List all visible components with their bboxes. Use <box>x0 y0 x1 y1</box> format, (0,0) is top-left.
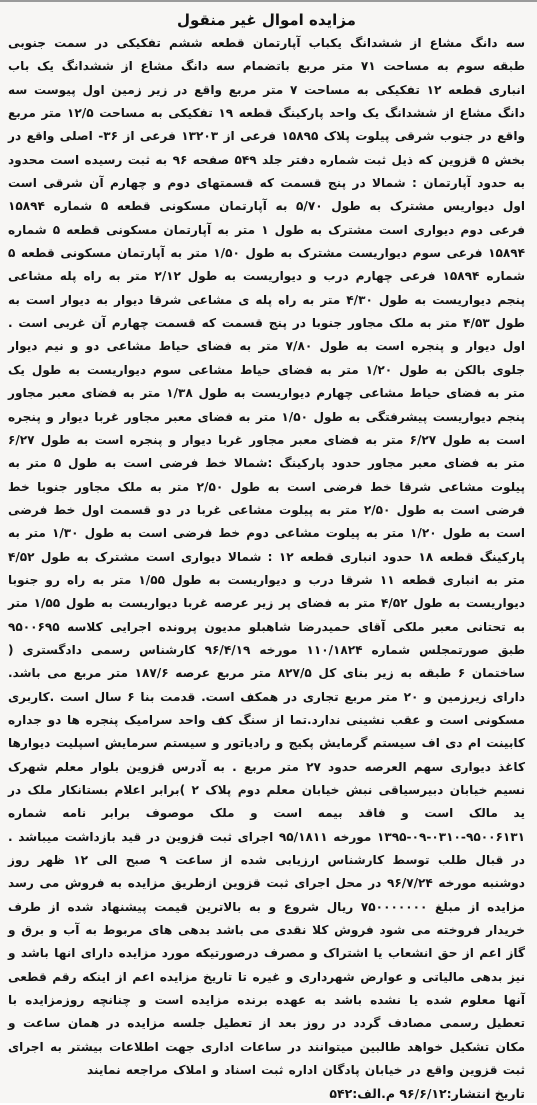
publication-date-line: تاریخ انتشار:۹۶/۶/۱۲ م.الف:۵۴۲ <box>329 1086 525 1102</box>
notice-title: مزایده اموال غیر منقول <box>177 11 356 29</box>
notice-body: سه دانگ مشاع از ششدانگ یکباب آپارتمان قطعه ششم تفکیکی در سمت جنوبی طبقه سوم به مساحت ۷۱ متر مربع باتضمام سه دانگ مشاع از ششدانگ یک باب انباری قطعه ۱۲ تفکیکی به مساحت ۷ متر مربع واقع در زیر زمین اول پیوست سه دانگ مشاع از ششدانگ یک واحد پارکینگ قطعه ۱۹ تفکیکی به مساحت ۱۲/۵ متر مربع واقع در جنوب شرقی پیلوت پلاک ۱۵۸۹۵ فرعی از ۱۳۲۰۳ فرعی از ۳۶- اصلی واقع در بخش ۵ قزوین که ذیل ثبت شماره دفتر جلد ۵۴۹ صفحه ۹۶ به ثبت رسیده است محدود به حدود آپارتمان : شمالا در پنج قسمت که قسمتهای دوم و چهارم آن شرقی است اول دیواریس مشترک به طول ۵/۷۰ به آپارتمان مسکونی قطعه ۵ شماره ۱۵۸۹۴ فرعی دوم دیواری است مشترک به طول ۱ متر به آپارتمان مسکونی قطعه ۵ شماره ۱۵۸۹۴ فرعی سوم دیواریست مشترک به طول ۱/۵۰ متر به آپارتمان مسکونی قطعه ۵ شماره ۱۵۸۹۴ فرعی چهارم درب و دیواریست به طول ۲/۱۲ متر به راه پله مشاعی پنجم دیواریست به طول ۴/۳۰ متر به راه پله ی مشاعی شرقا دیوار به دیوار است به طول ۴/۵۳ متر به ملک مجاور جنوبا در پنج قسمت که قسمت چهارم آن غربی است . اول دیوار و پنجره است به طول ۷/۸۰ متر به فضای حیاط مشاعی دو و نیم دیوار جلوی بالکن به طول ۱/۲۰ متر به فضای حیاط مشاعی سوم دیواریست به طول یک متر به فضای حیاط مشاعی چهارم دیواریست به طول ۱/۳۸ متر به فضای معبر مجاور پنجم دیواریست پیشرفتگی به طول ۱/۵۰ متر به فضای معبر مجاور غربا دیوار و پنجره است به طول ۶/۲۷ متر به فضای معبر مجاور غربا دیوار و پنجره است به طول ۶/۲۷ متر به فضای معبر مجاور حدود پارکینگ :شمالا خط فرضی است به طول ۵ متر به پیلوت مشاعی شرقا خط فرضی است به طول ۲/۵۰ متر به ملک مجاور جنوبا خط فرضی است به طول ۲/۵۰ متر به پیلوت مشاعی غربا در دو قسمت اول خط فرضی است به طول ۱/۲۰ متر به پیلوت مشاعی دوم خط فرضی است به طول ۱/۳۰ متر به پارکینگ قطعه ۱۸ حدود انباری قطعه ۱۲ : شمالا دیواری است مشترک به طول ۴/۵۲ متر به انباری قطعه ۱۱ شرقا درب و دیواریست به طول ۱/۵۵ متر به راه رو جنوبا دیواریست به طول ۴/۵۲ متر به فضای پر زیر عرصه غربا دیواریست به طول ۱/۵۵ متر به تحتانی معبر ملکی آقای حمیدرضا شاهبلو مدیون پرونده اجرایی کلاسه ۹۵۰۰۶۹۵ طبق صورتمجلس شماره ۱۱۰/۱۸۲۴ مورخه ۹۶/۴/۱۹ کارشناس رسمی دادگستری ( ساختمان ۶ طبقه به زیر بنای کل ۸۲۷/۵ متر مربع عرصه ۱۸۷/۶ متر مربع می باشد. دارای زیرزمین و ۲۰ متر مربع تجاری در همکف است. قدمت بنا ۶ سال است .کاربری مسکونی است و عقب نشینی ندارد.تما از سنگ کف واحد سرامیک پنجره ها دو جداره کابینت ام دی اف سیستم گرمایش پکیج و رادیاتور و سیستم سرمایش اسپلیت دیوارها کاغذ دیواری سهم العرصه حدود ۲۷ متر مربع . به آدرس قزوین بلوار معلم شهرک نسیم خیابان دبیرسیاقی نبش خیابان معلم دوم پلاک ۲ )برابر اعلام بستانکار ملک در ید مالک است و فاقد بیمه است و ملک موصوف برابر نامه شماره ۹۵۰۰۶۱۳۱-۰۳۱۰-۰۹-۱۳۹۵ مورخه ۹۵/۱۸۱۱ اجرای ثبت قزوین در قید بازداشت میباشد . در قبال طلب توسط کارشناس ارزیابی شده از ساعت ۹ صبح الی ۱۲ ظهر روز دوشنبه مورخه ۹۶/۷/۲۴ در محل اجرای ثبت قزوین ازطریق مزایده به فروش می رسد مزایده از مبلغ ۷۵۰۰۰۰۰۰۰ ریال شروع و به بالاترین قیمت پیشنهاد شده از طرف خریدار فروخته می شود فروش کلا نقدی می باشد بدهی های مربوط به آب و برق و گاز اعم از حق انشعاب یا اشتراک و مصرف درصورتیکه مورد مزایده دارای انها باشد و نیز بدهی مالیاتی و عوارض شهرداری و غیره تا تاریخ مزایده اعم از اینکه رقم قطعی آنها معلوم شده یا نشده باشد به عهده برنده مزایده است و چنانچه روزمزایده با تعطیل رسمی مصادف گردد در روز بعد از تعطیل جلسه مزایده در همان ساعت و مکان تشکیل خواهد طالبین میتوانند در ساعات اداری جهت اطلاعات بیشتر به اجرای ثبت قزوین واقع در خیابان پادگان اداره ثبت اسناد و املاک مراجعه نمایند <box>8 36 526 1078</box>
auction-notice <box>8 2 525 1103</box>
